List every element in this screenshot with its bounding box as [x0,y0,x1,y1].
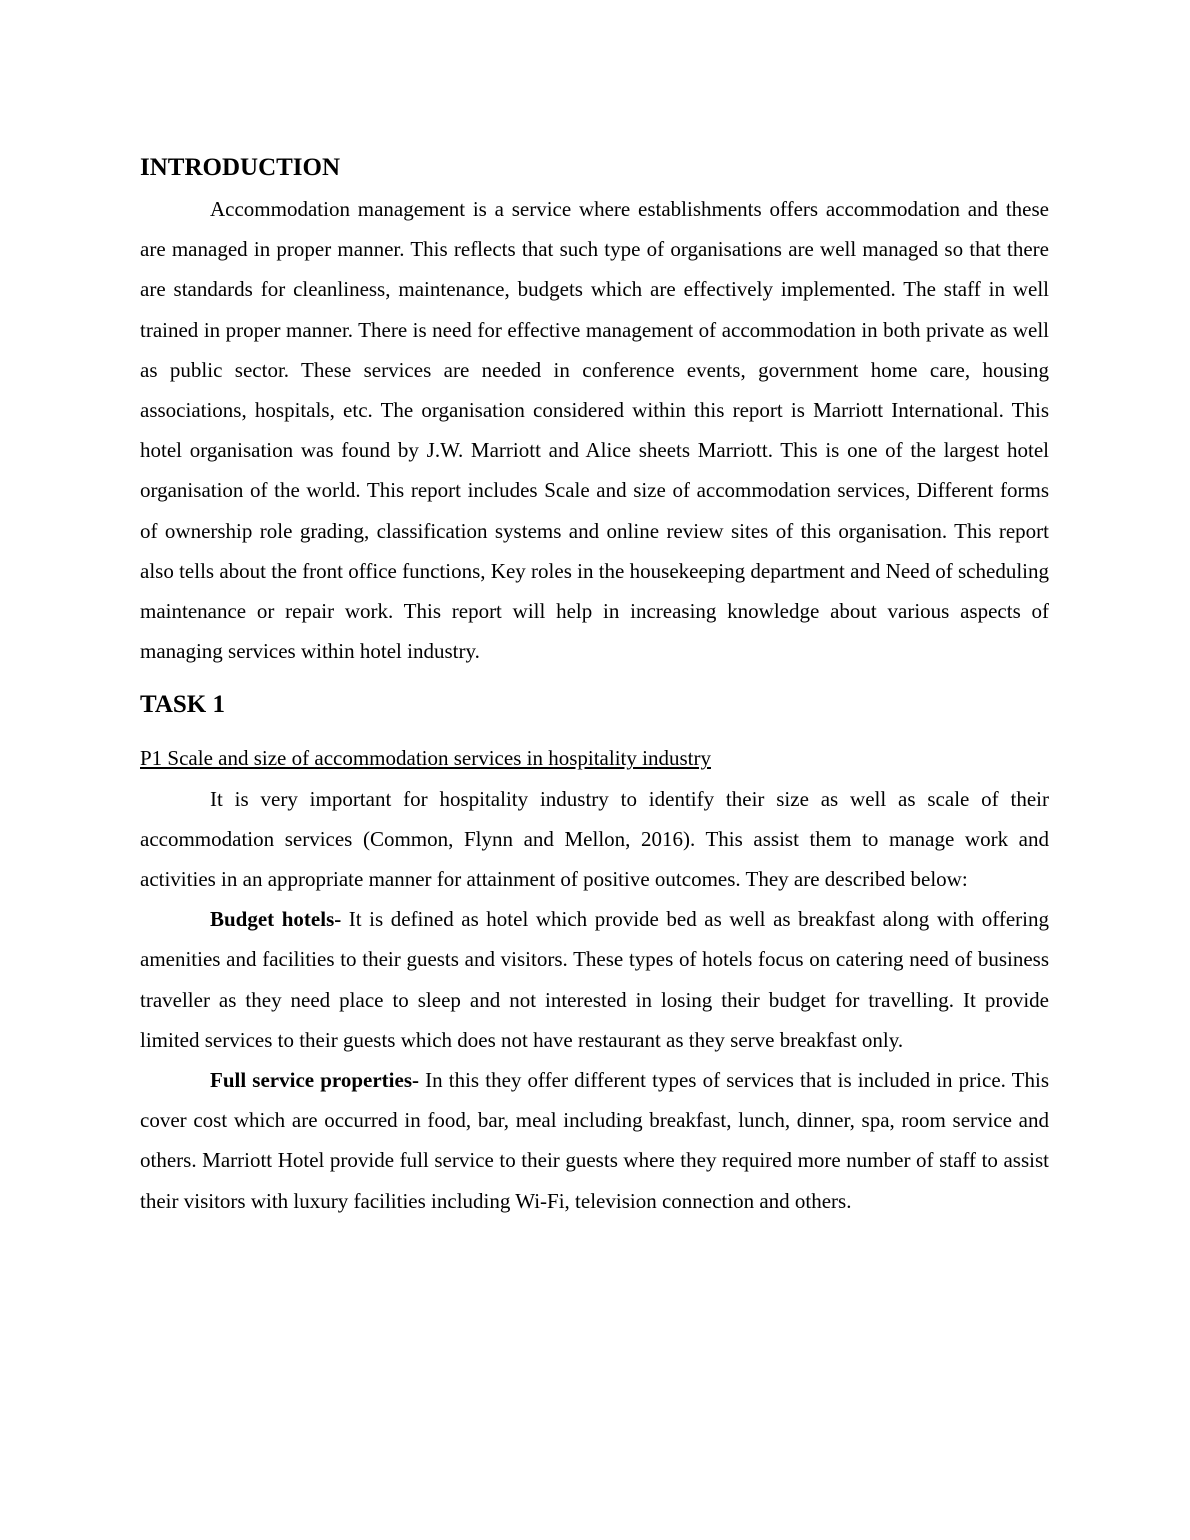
p1-paragraph: It is very important for hospitality industry to identify their size as well as scale of their accommodation services (Common, Flynn and Mellon, 2016). This assist them to manage work and activities in an appropriate manner for attainment of positive outcomes. They are described below: [140,786,1049,892]
p1-subheading: P1 Scale and size of accommodation services in hospitality industry [140,746,711,771]
task-1-heading: TASK 1 [140,691,225,719]
full-service-term: Full service properties- [210,1068,419,1093]
full-service-paragraph [140,1060,1049,1221]
document-page [140,148,1049,1221]
budget-hotels-paragraph [140,899,1049,1060]
budget-hotels-text: It is defined as hotel which provide bed as well as breakfast along with offering amenities and facilities to their guests and visitors. These types of hotels focus on catering need of business traveller as they need place to sleep and not interested in losing their budget for travelling. It provide limited services to their guests which does not have restaurant as they serve breakfast only. [140,907,1049,1052]
full-service-text: In this they offer different types of services that is included in price. This cover cost which are occurred in food, bar, meal including breakfast, lunch, dinner, spa, room service and others. Marriott Hotel provide full service to their guests where they required more number of staff to assist their visitors with luxury facilities including Wi-Fi, television connection and others. [140,1068,1049,1213]
introduction-paragraph: Accommodation management is a service where establishments offers accommodation and these are managed in proper manner. This reflects that such type of organisations are well managed so that there are standards for cleanliness, maintenance, budgets which are effectively implemented. The staff in well trained in proper manner. There is need for effective management of accommodation in both private as well as public sector. These services are needed in conference events, government home care, housing associations, hospitals, etc. The organisation considered within this report is Marriott International. This hotel organisation was found by J.W. Marriott and Alice sheets Marriott. This is one of the largest hotel organisation of the world. This report includes Scale and size of accommodation services, Different forms of ownership role grading, classification systems and online review sites of this organisation. This report also tells about the front office functions, Key roles in the housekeeping department and Need of scheduling maintenance or repair work. This report will help in increasing knowledge about various aspects of managing services within hotel industry. [140,197,1049,664]
introduction-heading: INTRODUCTION [140,154,341,181]
budget-hotels-term: Budget hotels- [210,907,342,932]
